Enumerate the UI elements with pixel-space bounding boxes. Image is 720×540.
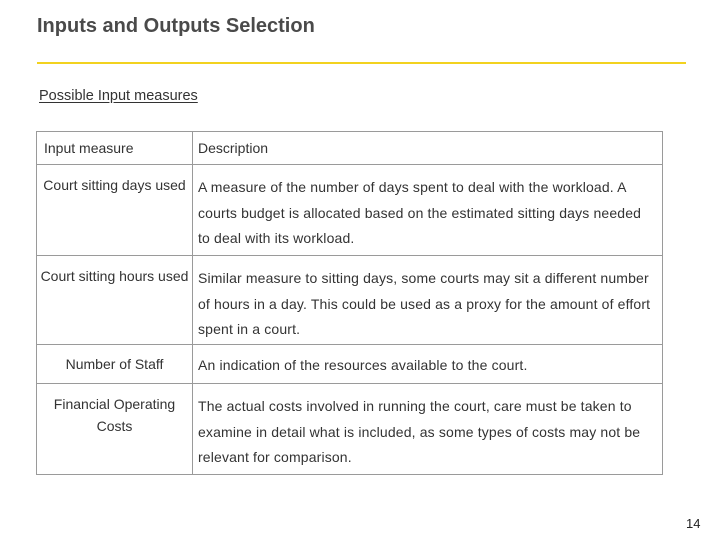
measure-cell: Financial Operating Costs: [37, 384, 193, 475]
table-header-row: [37, 132, 663, 165]
description-cell: Similar measure to sitting days, some courts may sit a different number of hours in a day. This could be used as a proxy for the amount of effort spent in a court.: [193, 256, 663, 345]
input-measures-table: [36, 131, 663, 475]
measure-cell: Court sitting days used: [37, 165, 193, 256]
page-number: 14: [686, 516, 701, 531]
table-row: [37, 165, 663, 256]
section-subtitle: Possible Input measures: [39, 88, 198, 104]
measure-cell: Number of Staff: [37, 345, 193, 384]
slide-title: Inputs and Outputs Selection: [37, 15, 315, 37]
description-cell: The actual costs involved in running the court, care must be taken to examine in detail what is included, as some types of costs may not be relevant for comparison.: [193, 384, 663, 475]
description-cell: A measure of the number of days spent to deal with the workload. A courts budget is allocated based on the estimated sitting days needed to deal with its workload.: [193, 165, 663, 256]
table-row: [37, 256, 663, 345]
header-input-measure: Input measure: [37, 132, 193, 165]
table-row: [37, 384, 663, 475]
title-divider: [37, 62, 686, 64]
table-row: [37, 345, 663, 384]
measure-cell: Court sitting hours used: [37, 256, 193, 345]
description-cell: An indication of the resources available to the court.: [193, 345, 663, 384]
header-description: Description: [193, 132, 663, 165]
